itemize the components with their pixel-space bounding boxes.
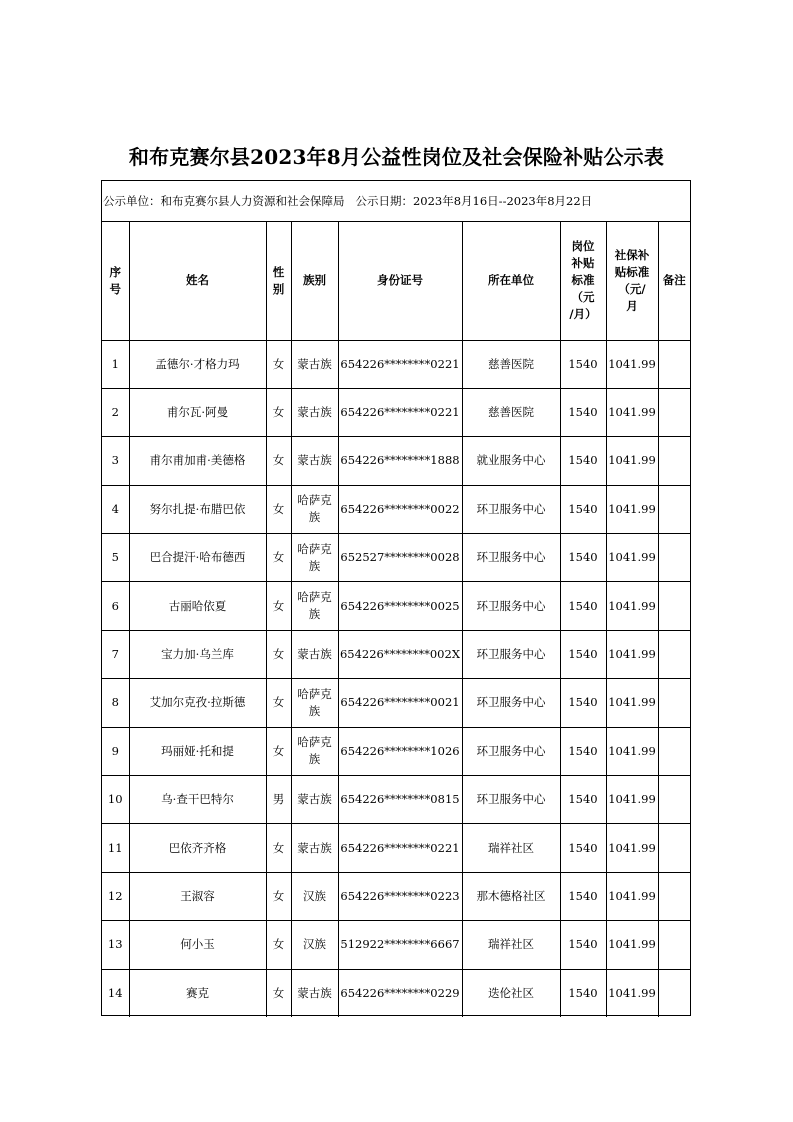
cell-seq: 10: [102, 776, 129, 824]
cell-seq: 7: [102, 630, 129, 678]
header-unit: 所在单位: [462, 222, 560, 340]
cell-remark: [658, 872, 690, 920]
publishing-unit: 公示单位：和布克赛尔县人力资源和社会保障局: [103, 194, 345, 208]
table-row: [102, 872, 690, 920]
cell-ethnicity: [291, 388, 338, 436]
ethnicity-line: 哈萨克: [297, 735, 332, 750]
cell-unit: 环卫服务中心: [462, 727, 560, 775]
document-title: 和布克赛尔县2023年8月公益性岗位及社会保险补贴公示表: [128, 145, 665, 169]
table-row: [102, 776, 690, 824]
table-row: [102, 969, 690, 1017]
header-social-subsidy: 社保补 贴标准 （元/ 月: [606, 222, 658, 340]
cell-gender: 女: [266, 437, 291, 485]
publication-date: 公示日期：2023年8月16日--2023年8月22日: [355, 194, 593, 208]
cell-social-subsidy: 1041.99: [606, 679, 658, 727]
cell-unit: 慈善医院: [462, 388, 560, 436]
cell-name: 孟德尔·才格力玛: [129, 340, 266, 388]
cell-seq: 5: [102, 534, 129, 582]
spacer: [345, 194, 356, 208]
cell-post-subsidy: 1540: [560, 679, 606, 727]
cell-remark: [658, 776, 690, 824]
cell-ethnicity: [291, 340, 338, 388]
cell-post-subsidy: 1540: [560, 630, 606, 678]
cell-id-number: 654226********0021: [338, 679, 462, 727]
cell-name: 宝力加·乌兰库: [129, 630, 266, 678]
cell-name: 艾加尔克孜·拉斯德: [129, 679, 266, 727]
table-row: [102, 921, 690, 969]
cell-post-subsidy: 1540: [560, 534, 606, 582]
cell-id-number: 654226********1026: [338, 727, 462, 775]
cell-unit: 环卫服务中心: [462, 485, 560, 533]
cell-gender: 女: [266, 921, 291, 969]
header-ethnicity: 族别: [291, 222, 338, 340]
cell-post-subsidy: 1540: [560, 824, 606, 872]
cell-name: 王淑容: [129, 872, 266, 920]
cell-unit: 环卫服务中心: [462, 679, 560, 727]
cell-ethnicity: [291, 776, 338, 824]
ethnicity-line: 蒙古族: [297, 840, 332, 855]
cell-remark: [658, 388, 690, 436]
table-row: [102, 340, 690, 388]
cell-unit: 瑞祥社区: [462, 921, 560, 969]
ethnicity-line: 蒙古族: [297, 453, 332, 468]
cell-social-subsidy: 1041.99: [606, 872, 658, 920]
cell-id-number: 652527********0028: [338, 534, 462, 582]
ethnicity-line: 族: [308, 558, 321, 573]
cell-name: 巴合提汗·哈布德西: [129, 534, 266, 582]
cell-gender: 女: [266, 727, 291, 775]
table-row: [102, 824, 690, 872]
cell-gender: 女: [266, 582, 291, 630]
cell-id-number: 654226********002X: [338, 630, 462, 678]
cell-social-subsidy: 1041.99: [606, 582, 658, 630]
cell-seq: 2: [102, 388, 129, 436]
cell-unit: 环卫服务中心: [462, 776, 560, 824]
cell-social-subsidy: 1041.99: [606, 388, 658, 436]
cell-gender: 男: [266, 776, 291, 824]
cell-social-subsidy: 1041.99: [606, 969, 658, 1017]
cell-remark: [658, 921, 690, 969]
ethnicity-line: 族: [308, 752, 321, 767]
cell-name: 赛克: [129, 969, 266, 1017]
cell-id-number: 654226********0221: [338, 340, 462, 388]
cell-gender: 女: [266, 534, 291, 582]
cell-ethnicity: [291, 969, 338, 1017]
header-remark: 备注: [658, 222, 690, 340]
cell-ethnicity: [291, 534, 338, 582]
cell-seq: 3: [102, 437, 129, 485]
ethnicity-line: 哈萨克: [297, 590, 332, 605]
header-gender: 性 别: [266, 222, 291, 340]
subsidy-table-frame: [101, 180, 691, 1016]
cell-social-subsidy: 1041.99: [606, 776, 658, 824]
cell-remark: [658, 824, 690, 872]
cell-gender: 女: [266, 630, 291, 678]
cell-unit: 就业服务中心: [462, 437, 560, 485]
cell-ethnicity: [291, 679, 338, 727]
cell-id-number: 512922********6667: [338, 921, 462, 969]
cell-id-number: 654226********0221: [338, 388, 462, 436]
cell-seq: 11: [102, 824, 129, 872]
cell-gender: 女: [266, 824, 291, 872]
publication-info-line: [102, 181, 690, 222]
table-row: [102, 630, 690, 678]
cell-name: 巴依齐齐格: [129, 824, 266, 872]
ethnicity-line: 哈萨克: [297, 493, 332, 508]
cell-remark: [658, 630, 690, 678]
cell-social-subsidy: 1041.99: [606, 824, 658, 872]
cell-name: 甫尔甫加甫·美德格: [129, 437, 266, 485]
cell-post-subsidy: 1540: [560, 582, 606, 630]
header-post-subsidy: 岗位 补贴 标准 （元 /月）: [560, 222, 606, 340]
cell-id-number: 654226********0223: [338, 872, 462, 920]
cell-id-number: 654226********0022: [338, 485, 462, 533]
cell-seq: 6: [102, 582, 129, 630]
cell-seq: 13: [102, 921, 129, 969]
table-row: [102, 485, 690, 533]
cell-name: 甫尔瓦·阿曼: [129, 388, 266, 436]
cell-social-subsidy: 1041.99: [606, 485, 658, 533]
cell-seq: 4: [102, 485, 129, 533]
cell-unit: 环卫服务中心: [462, 582, 560, 630]
cell-ethnicity: [291, 872, 338, 920]
cell-post-subsidy: 1540: [560, 969, 606, 1017]
ethnicity-line: 族: [308, 510, 321, 525]
cell-ethnicity: [291, 437, 338, 485]
cell-post-subsidy: 1540: [560, 437, 606, 485]
ethnicity-line: 蒙古族: [297, 356, 332, 371]
cell-id-number: 654226********1888: [338, 437, 462, 485]
cell-unit: 环卫服务中心: [462, 630, 560, 678]
cell-id-number: 654226********0025: [338, 582, 462, 630]
ethnicity-line: 哈萨克: [297, 686, 332, 701]
cell-remark: [658, 969, 690, 1017]
cell-post-subsidy: 1540: [560, 340, 606, 388]
header-name: 姓名: [129, 222, 266, 340]
cell-remark: [658, 437, 690, 485]
ethnicity-line: 族: [308, 703, 321, 718]
cell-remark: [658, 582, 690, 630]
ethnicity-line: 蒙古族: [297, 986, 332, 1001]
table-row: [102, 388, 690, 436]
table-header-row: [102, 222, 690, 340]
cell-remark: [658, 679, 690, 727]
ethnicity-line: 蒙古族: [297, 405, 332, 420]
table-row: [102, 727, 690, 775]
cell-social-subsidy: 1041.99: [606, 921, 658, 969]
header-seq: 序 号: [102, 222, 129, 340]
ethnicity-line: 蒙古族: [297, 647, 332, 662]
cell-post-subsidy: 1540: [560, 727, 606, 775]
ethnicity-line: 蒙古族: [297, 792, 332, 807]
cell-remark: [658, 340, 690, 388]
cell-social-subsidy: 1041.99: [606, 630, 658, 678]
cell-seq: 12: [102, 872, 129, 920]
ethnicity-line: 汉族: [303, 937, 326, 952]
cell-remark: [658, 485, 690, 533]
cell-seq: 14: [102, 969, 129, 1017]
ethnicity-line: 哈萨克: [297, 541, 332, 556]
table-row: [102, 534, 690, 582]
cell-unit: 环卫服务中心: [462, 534, 560, 582]
cell-unit: 瑞祥社区: [462, 824, 560, 872]
cell-gender: 女: [266, 388, 291, 436]
table-row: [102, 437, 690, 485]
cell-seq: 8: [102, 679, 129, 727]
cell-post-subsidy: 1540: [560, 921, 606, 969]
ethnicity-line: 族: [308, 607, 321, 622]
cell-ethnicity: [291, 630, 338, 678]
cell-gender: 女: [266, 872, 291, 920]
cell-post-subsidy: 1540: [560, 388, 606, 436]
cell-name: 何小玉: [129, 921, 266, 969]
cell-unit: 迭伦社区: [462, 969, 560, 1017]
cell-post-subsidy: 1540: [560, 776, 606, 824]
cell-name: 古丽哈依夏: [129, 582, 266, 630]
cell-remark: [658, 534, 690, 582]
cell-gender: 女: [266, 679, 291, 727]
table-row: [102, 679, 690, 727]
cell-social-subsidy: 1041.99: [606, 534, 658, 582]
cell-name: 努尔扎提·布腊巴依: [129, 485, 266, 533]
cell-social-subsidy: 1041.99: [606, 340, 658, 388]
ethnicity-line: 汉族: [303, 888, 326, 903]
cell-gender: 女: [266, 485, 291, 533]
cell-post-subsidy: 1540: [560, 485, 606, 533]
cell-ethnicity: [291, 485, 338, 533]
cell-seq: 9: [102, 727, 129, 775]
cell-unit: 慈善医院: [462, 340, 560, 388]
cell-id-number: 654226********0815: [338, 776, 462, 824]
cell-remark: [658, 727, 690, 775]
cell-id-number: 654226********0229: [338, 969, 462, 1017]
cell-social-subsidy: 1041.99: [606, 727, 658, 775]
cell-gender: 女: [266, 969, 291, 1017]
cell-id-number: 654226********0221: [338, 824, 462, 872]
cell-ethnicity: [291, 582, 338, 630]
cell-ethnicity: [291, 921, 338, 969]
cell-post-subsidy: 1540: [560, 872, 606, 920]
cell-ethnicity: [291, 824, 338, 872]
cell-name: 乌·查干巴特尔: [129, 776, 266, 824]
cell-unit: 那木德格社区: [462, 872, 560, 920]
cell-ethnicity: [291, 727, 338, 775]
subsidy-table: [102, 222, 690, 1017]
cell-name: 玛丽娅·托和提: [129, 727, 266, 775]
cell-social-subsidy: 1041.99: [606, 437, 658, 485]
table-row: [102, 582, 690, 630]
cell-gender: 女: [266, 340, 291, 388]
cell-seq: 1: [102, 340, 129, 388]
header-id-number: 身份证号: [338, 222, 462, 340]
